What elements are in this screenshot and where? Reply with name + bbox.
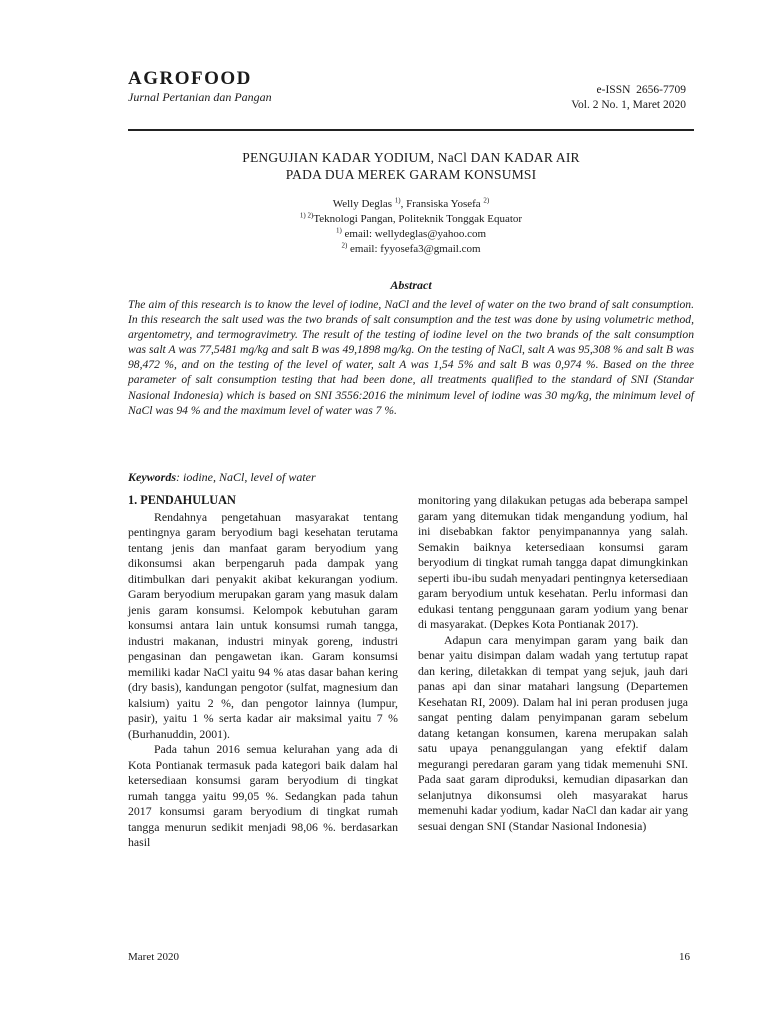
author-line: [128, 197, 694, 212]
abstract-text: The aim of this research is to know the level of iodine, NaCl and the level of water on the two brand of salt consumption. In this research the salt used was the two brands of salt consumption and the test was done by using volumetric method, argentometry, and termogravimetry. The result of the testing of iodine level on the two brands of the salt consumption was salt A was 77,5481 mg/kg and salt B was 49,1898 mg/kg. On the testing of NaCl, salt A was 95,308 % and salt B was 98,472 %, and on the testing of the level of water, salt A was 1,54 5% and salt B was 0,974 %. Based on the three parameter of salt consumption testing that had been done, all treatments qualified to the standard of SNI (Standar Nasional Indonesia) which is based on SNI 3556:2016 the minimum level of iodine was 30 mg/kg, the minimum level of NaCl was 94 % and the maximum level of water was 7 %.: [128, 298, 694, 417]
author-block: [128, 197, 694, 257]
abstract-heading: Abstract: [390, 278, 432, 292]
right-column: [418, 493, 688, 834]
section-heading-introduction: 1. PENDAHULUAN: [128, 493, 236, 507]
author-2-mark: 2): [483, 196, 490, 205]
issn: e-ISSN 2656-7709: [596, 84, 686, 96]
keywords-line: [128, 470, 694, 485]
email-1[interactable]: email: wellydeglas@yahoo.com: [341, 228, 487, 240]
author-1-mark: 1): [394, 196, 401, 205]
header-rule: [128, 129, 694, 131]
author-1: Welly Deglas: [332, 198, 393, 210]
journal-subtitle: Jurnal Pertanian dan Pangan: [128, 90, 272, 104]
email-2-mark: 2): [341, 241, 348, 250]
paragraph: Rendahnya pengetahuan masyarakat tentang pentingnya garam beryodium bagi kesehatan terutama tentang jenis dan manfaat garam beryodium yang dikonsumsi akan berpengaruh pada dampak yang ditimbulkan dari penyakit akibat kekurangan yodium. Garam beryodium merupakan garam yang masuk dalam jenis garam konsumsi. Kelompok kebutuhan garam konsumsi antara lain untuk konsumsi rumah tangga, industri makanan, industri minyak goreng, industri pengasinan dan pengawetan ikan. Garam konsumsi memiliki kadar NaCl yaitu 94 % atas dasar bahan kering (dry basis), kandungan pengotor (sulfat, magnesium dan kalsium) yaitu 2 %, dan pengotor lainnya (lumpur, pasir), yaitu 1 % serta kadar air maksimal yaitu 7 % (Burhanuddin, 2001).: [128, 509, 398, 741]
email-line-1: [128, 227, 694, 242]
email-2[interactable]: email: fyyosefa3@gmail.com: [347, 243, 481, 255]
keywords-text: : iodine, NaCl, level of water: [176, 470, 316, 484]
affiliation-line: [128, 212, 694, 227]
email-1-mark: 1): [335, 226, 342, 235]
left-column: [128, 493, 398, 851]
affiliation: Teknologi Pangan, Politeknik Tonggak Equator: [313, 213, 523, 225]
footer-date: Maret 2020: [128, 951, 180, 963]
page-number: 16: [679, 951, 690, 963]
affiliation-mark: 1) 2): [299, 211, 314, 220]
author-2: Fransiska Yosefa: [406, 198, 481, 210]
journal-header: [128, 68, 272, 104]
paper-title: [128, 149, 694, 183]
issn-block: [571, 83, 686, 113]
author-separator: ,: [400, 198, 407, 210]
title-line-2: PADA DUA MEREK GARAM KONSUMSI: [285, 167, 537, 182]
paragraph: monitoring yang dilakukan petugas ada beberapa sampel garam yang ditemukan tidak mengandung yodium, hal ini disebabkan faktor penyimpanannya yang salah. Semakin baiknya ketersediaan konsumsi garam beryodium di tingkat rumah tangga dapat dimungkinkan seperti ibu-ibu sudah menyadari pentingnya ketersediaan garam beryodium untuk kesehatan. Perlu informasi dan edukasi tentang penggunaan garam yodium yang benar di masyarakat. (Depkes Kota Pontianak 2017).: [418, 493, 688, 631]
volume: Vol. 2 No. 1, Maret 2020: [571, 99, 686, 111]
paragraph: Pada tahun 2016 semua kelurahan yang ada di Kota Pontianak termasuk pada kategori baik dalam hal ketersediaan konsumsi garam beryodium di tingkat rumah tangga yaitu 99,05 %. Sedangkan pada tahun 2017 konsumsi garam beryodium di tingkat rumah tangga menurun sedikit menjadi 98,06 %. berdasarkan hasil: [128, 742, 398, 849]
keywords-label: Keywords: [128, 470, 176, 484]
paragraph: Adapun cara menyimpan garam yang baik dan benar yaitu disimpan dalam wadah yang tertutup rapat dan kering, diletakkan di tempat yang sejuk, jauh dari panas api dan sinar matahari langsung (Departemen Kesehatan RI, 2009). Dalam hal ini peran produsen juga sangat penting dalam penyimpanan garam sebelum datang ketangan konsumen, karena merupakan salah satu upaya penanggulangan yang efektif dalam megurangi peredaran garam yang tidak memenuhi SNI. Pada saat garam diproduksi, kemudian dipasarkan dan selanjutnya dikonsumsi oleh masyarakat harus memenuhi kadar yodium, kadar NaCl dan kadar air yang sesuai dengan SNI (Standar Nasional Indonesia): [418, 632, 688, 833]
title-line-1: PENGUJIAN KADAR YODIUM, NaCl DAN KADAR AIR: [242, 150, 580, 165]
journal-name: AGROFOOD: [128, 68, 252, 89]
email-line-2: [128, 242, 694, 257]
